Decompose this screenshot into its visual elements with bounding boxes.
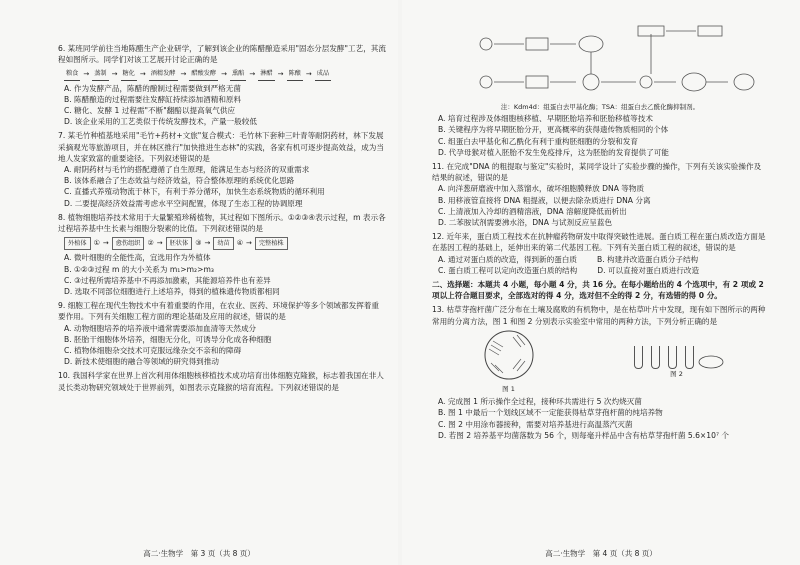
q13-option-a: A. 完成图 1 所示操作全过程，接种环共需进行 5 次灼烧灭菌: [438, 397, 642, 407]
q13-figures: [432, 329, 768, 395]
figure-caption: 注：Kdm4d：组蛋白去甲基化酶；TSA：组蛋白去乙酰化酶抑制剂。: [500, 103, 700, 111]
cell-icon: [480, 38, 492, 50]
q8-option-a: A. 微叶细胞的全能性高，宜选用作为外植体: [64, 253, 211, 263]
q12-options-row1: [432, 254, 768, 265]
q9-option-a: A. 动物细胞培养的培养液中通常需要添加血清等天然成分: [64, 323, 257, 333]
q13-option-c: C. 图 2 中用涂布器接种，需要对培养基进行高温蒸汽灭菌: [438, 419, 633, 429]
flow-step-label: ①: [93, 239, 100, 248]
figure-1-label: 图 1: [502, 385, 515, 394]
q9-option-b: B. 胚胎干细胞体外培养，细胞无分化，可诱导分化成各种细胞: [64, 334, 272, 344]
q8-flowchart: 外植体 ① → 愈伤组织 ② → 胚状体 ③ → 幼苗 ④ → 完整植株: [64, 237, 386, 250]
flow-step: 蒸制: [92, 68, 108, 80]
q13-option-b: B. 图 1 中最后一个划线区域不一定能获得枯草芽孢杆菌的纯培养物: [438, 408, 663, 418]
test-tube-icon: [685, 346, 694, 369]
flow-stage: 胚状体: [166, 237, 193, 250]
figure-1: [477, 329, 541, 395]
q9-option-d: D. 新技术使细胞的融合等领域的研究得到推动: [64, 357, 219, 367]
q12-option-d: D. 可以直接对蛋白质进行改造: [597, 265, 700, 275]
flow-stage: 愈伤组织: [112, 237, 145, 250]
q12-option-a: A. 通过对蛋白质的改造，得到新的蛋白质: [438, 254, 577, 264]
flow-step-label: ②: [147, 239, 154, 248]
left-column: [58, 40, 386, 393]
streak-plate-figure: [477, 329, 541, 381]
q11-option-c: C. 上清液加入冷却的酒精溶液，DNA 溶解度降低而析出: [438, 206, 627, 216]
q7-option-c: C. 直播式养殖动物流于林下，有利于养分循环，加快生态系统物质的循环利用: [64, 187, 325, 197]
q7-option-b: B. 该体系融合了生态效益与经济效益，符合整体原理的系统优化思路: [64, 176, 295, 186]
q8-option-b: B. ①②③过程 m 的大小关系为 m₁>m₂>m₃: [64, 264, 214, 274]
reconstructed-embryo-icon: [583, 74, 599, 90]
q10-cloning-figure: [466, 22, 800, 102]
figure-2-label: 图 2: [670, 369, 683, 378]
flow-step-label: ④: [236, 239, 243, 248]
flow-stage: 外植体: [64, 237, 91, 250]
flow-step: 熏醅: [230, 68, 246, 80]
page-footer: 高二·生物学 第 3 页（共 8 页）: [143, 549, 255, 558]
q6-option-c: C. 糖化、发酵 1 过程需"不断"翻醅以提高氧气供应: [64, 106, 236, 116]
q7-stem: 7. 某毛竹种植基地采用"毛竹+药材+文旅"复合模式：毛竹林下套种三叶青等耐阴药材，林下发展采摘观光等旅游项目，并在林区推行"加快推进生态林"的实践，各家有机可逐步提高效益，成为当地人发家致富的重要途径。下列叙述错误的是: [58, 131, 384, 163]
q12-stem: 12. 近年来，蛋白质工程技术在抗肿瘤药物研发中取得突破性进展。蛋白质工程在蛋白质改造方面是在基因工程的基础上，延伸出来的第二代基因工程。下列有关蛋白质工程的叙述，错误的是: [432, 232, 766, 253]
q10-option-a: A. 培育过程涉及体细胞核移植、早期胚胎培养和胚胎移植等技术: [438, 114, 653, 124]
flow-step: 糖化: [121, 68, 137, 80]
test-tube-icon: [634, 346, 643, 369]
q8-stem: 8. 植物细胞培养技术常用于大量繁殖珍稀植物，其过程如下图所示。①②③④表示过程，m 表示各过程培养基中生长素与细胞分裂素的比值。下列叙述错误的是: [58, 212, 386, 234]
flow-step: 酒精发酵: [149, 68, 178, 80]
q11-option-b: B. 用移液管直接将 DNA 粗提液，以便去除杂质进行 DNA 分离: [438, 195, 651, 205]
q7-option-a: A. 耐阴药材与毛竹的搭配遵循了自生原理，能满足生态与经济的双重需求: [64, 165, 310, 175]
process-box: [526, 38, 548, 50]
surrogate-monkey-icon: [682, 73, 706, 91]
page-footer: 高二·生物学 第 4 页（共 8 页）: [545, 549, 657, 558]
q6-option-b: B. 陈醋酿造的过程需要往发酵缸持续添加酒精和原料: [64, 94, 242, 104]
q12-option-b: B. 构建并改造蛋白质分子结构: [596, 254, 699, 264]
q12-option-c: C. 蛋白质工程可以定向改造蛋白质的结构: [438, 265, 578, 275]
cloned-monkey-icon: [734, 74, 754, 90]
q6-flowchart: 粮食 → 蒸制 → 糖化 → 酒精发酵 → 醋酸发酵 → 熏醅 → 淋醋 → 陈酿 → 成品: [64, 68, 386, 80]
q10-stem: 10. 我国科学家在世界上首次利用体细胞核移植技术成功培育出体细胞克隆猴，标志着我国在非人灵长类动物研究领域处于世界前列，如图表示克隆猴的培育流程。下列叙述错误的是: [58, 371, 384, 392]
flow-step: 淋醋: [258, 68, 274, 80]
flow-stage: 幼苗: [213, 237, 233, 250]
flow-stage: 完整植株: [255, 237, 288, 250]
petri-dish-icon: [698, 355, 724, 369]
flow-step: 陈酿: [287, 68, 303, 80]
left-page: [0, 0, 398, 565]
dilution-series: [630, 329, 724, 369]
q13-option-d: D. 若图 2 培养基平均菌落数为 56 个，则每毫升样品中含有枯草芽孢杆菌 5.6×10⁷ 个: [438, 430, 730, 440]
right-column: [432, 22, 768, 441]
q11-option-d: D. 二苯胺试剂需要沸水浴，DNA 与试剂反应呈蓝色: [438, 218, 613, 228]
oocyte-icon: [480, 76, 492, 88]
q6-option-d: D. 该企业采用的工艺类似于传统发酵技术，产量一般较低: [64, 117, 257, 127]
flow-step: 成品: [315, 68, 331, 80]
process-box: [526, 76, 548, 88]
q12-options-row2: [432, 265, 768, 276]
flow-step: 醋酸发酵: [189, 68, 218, 80]
q6-option-a: A. 作为发酵产品，陈醋的酿制过程需要做到严格无菌: [64, 83, 241, 93]
q7-option-d: D. 二要提高经济效益需考虑水平空间配置，体现了生态工程的协调原理: [64, 198, 303, 208]
q10-option-c: C. 组蛋白去甲基化和乙酰化有利于重构胚细胞的分裂和发育: [438, 136, 638, 146]
q11-stem: 11. 在完成"DNA 的粗提取与鉴定"实验时，某同学设计了实验步骤的操作，下列有关该实验操作及结果的叙述，错误的是: [432, 162, 762, 183]
q10-option-d: D. 代孕母猴对植入胚胎不发生免疫排斥，这为胚胎的发育提供了可能: [438, 147, 669, 157]
flow-step: 粮食: [64, 68, 80, 80]
q9-stem: 9. 细胞工程在现代生物技术中有着重要的作用，在农业、医药、环境保护等多个领域都发挥着重要作用。下列有关细胞工程方面的理论基础及应用的叙述，错误的是: [58, 301, 379, 322]
embryo-icon: [579, 36, 603, 52]
figure-2: [630, 329, 724, 395]
q10-option-b: B. 关键程序为将早期胚胎分开，更高概率的获得遗传物质相同的个体: [438, 125, 669, 135]
q8-option-c: C. ③过程所需培养基中不再添加激素，其能源培养件也有差异: [64, 275, 271, 285]
section-two-heading: 二、选择题：本题共 4 小题，每小题 4 分，共 16 分。在每小题给出的 4 个选项中，有 2 项或 2 项以上符合题目要求，全部选对的得 4 分，选对但不全的得 2 分，有选错的得 0 分。: [432, 280, 764, 301]
test-tube-icon: [668, 346, 677, 369]
flow-step-label: ③: [195, 239, 202, 248]
right-page: [402, 0, 800, 565]
test-tube-icon: [651, 346, 660, 369]
q6-stem: 6. 某班同学前往当地陈醋生产企业研学，了解到该企业的陈醋酿造采用"固态分层发酵"工艺，其流程如图所示。同学们对该工艺展开讨论正确的是: [58, 44, 386, 65]
q11-option-a: A. 向洋葱研磨液中加入蒸馏水，破坏细胞膜释放 DNA 等物质: [438, 184, 645, 194]
q13-stem: 13. 枯草芽孢杆菌广泛分布在土壤及腐败的有机物中，是在枯草叶片中发现，现有如下图所示的两种常用的分离方法，图 1 和图 2 分别表示实验室中常用的两种方法，下列分析正确的是: [432, 305, 766, 326]
q9-option-c: C. 植物体细胞杂交技术可克服远缘杂交不亲和的障碍: [64, 346, 242, 356]
q8-option-d: D. 选取不同部位细胞进行上述培养，得到的植株遗传物质都相同: [64, 287, 280, 297]
